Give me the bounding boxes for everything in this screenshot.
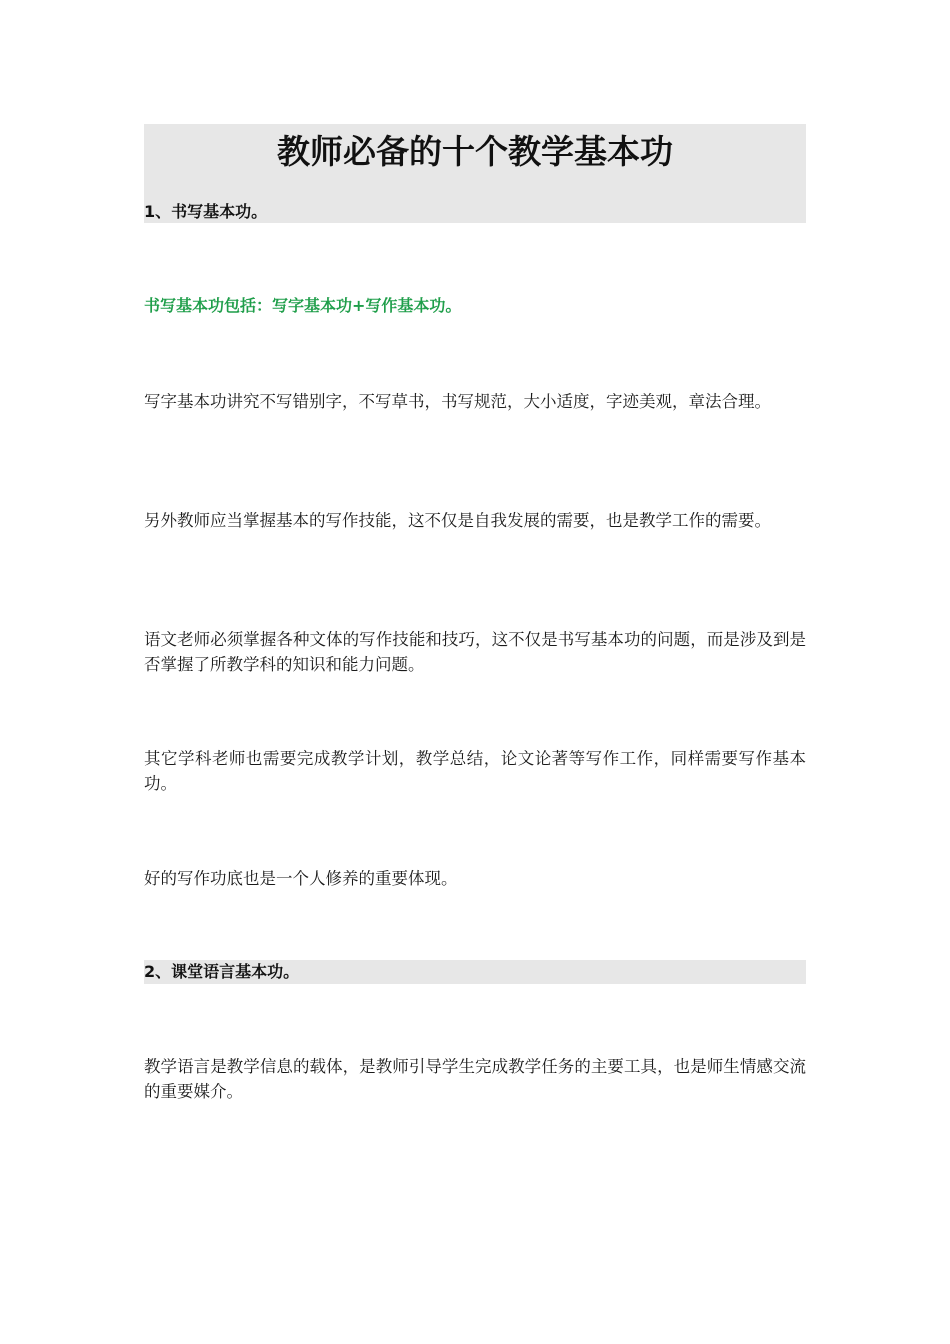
paragraph-1-2: 另外教师应当掌握基本的写作技能，这不仅是自我发展的需要，也是教学工作的需要。 <box>144 511 771 530</box>
paragraph-1-1: 写字基本功讲究不写错别字，不写草书，书写规范，大小适度，字迹美观，章法合理。 <box>144 392 771 411</box>
document-title: 教师必备的十个教学基本功 <box>277 132 673 171</box>
title-block <box>144 124 806 223</box>
document-page <box>144 124 806 1101</box>
paragraph-1-3: 语文老师必须掌握各种文体的写作技能和技巧，这不仅是书写基本功的问题，而是涉及到是否掌握了所教学科的知识和能力问题。 <box>144 630 806 674</box>
section-subheading-1: 书写基本功包括：写字基本功+写作基本功。 <box>144 296 462 315</box>
section-heading-2: 2、课堂语言基本功。 <box>144 962 300 981</box>
paragraph-2-1: 教学语言是教学信息的载体，是教师引导学生完成教学任务的主要工具，也是师生情感交流的重要媒介。 <box>144 1057 806 1101</box>
paragraph-1-4: 其它学科老师也需要完成教学计划，教学总结，论文论著等写作工作，同样需要写作基本功。 <box>144 749 806 793</box>
section-heading-bar-2 <box>144 960 806 984</box>
section-heading-1: 1、书写基本功。 <box>144 202 268 221</box>
paragraph-1-5: 好的写作功底也是一个人修养的重要体现。 <box>144 869 458 888</box>
